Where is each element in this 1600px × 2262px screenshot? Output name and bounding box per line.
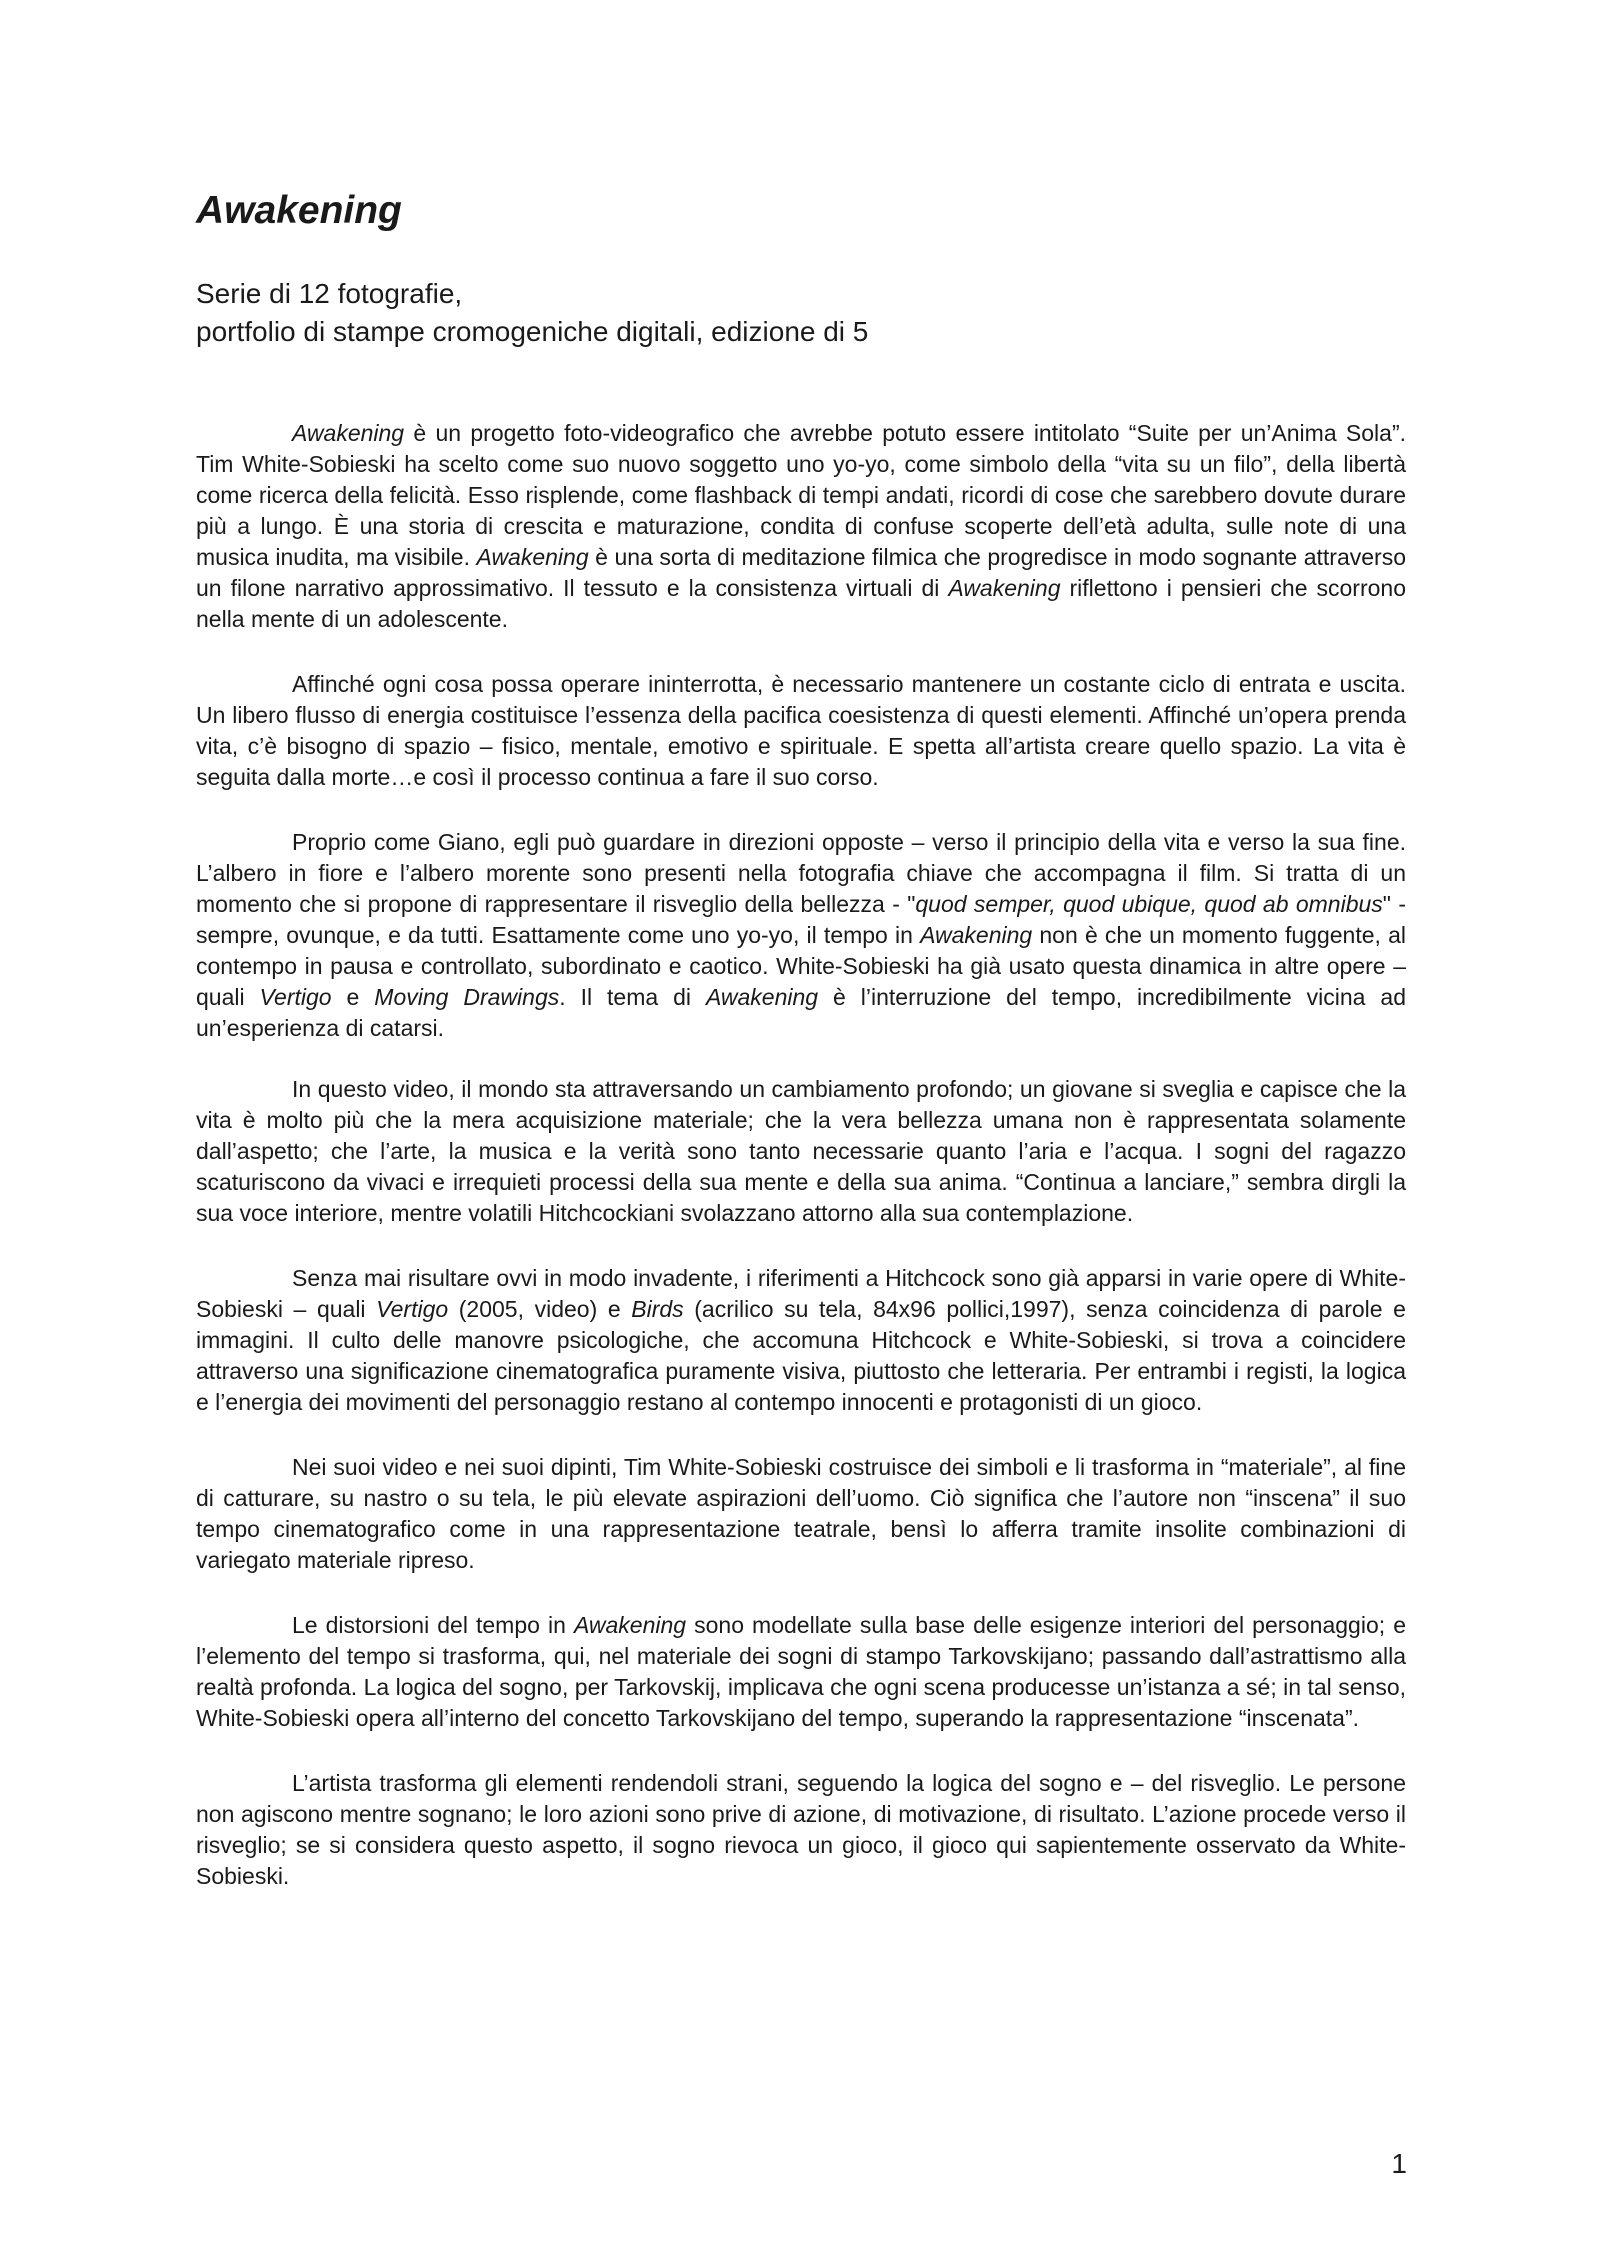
italic-text: Awakening bbox=[948, 575, 1061, 601]
italic-text: Awakening bbox=[476, 544, 589, 570]
document-subtitle bbox=[196, 275, 868, 351]
subtitle-line-1: Serie di 12 fotografie, bbox=[196, 278, 463, 309]
italic-text: Awakening bbox=[292, 420, 405, 446]
italic-text: Awakening bbox=[573, 1612, 687, 1638]
document-title: Awakening bbox=[196, 189, 402, 232]
paragraph: Nei suoi video e nei suoi dipinti, Tim White-Sobieski costruisce dei simboli e li trasforma in “materiale”, al fine di catturare, su nastro o su tela, le più elevate aspirazioni dell’uomo. Ciò significa che l’autore non “inscena” il suo tempo cinematografico come in una rappresentazione teatrale, bensì lo afferra tramite insolite combinazioni di variegato materiale ripreso. bbox=[196, 1454, 1406, 1573]
body-text bbox=[196, 418, 1406, 1926]
paragraph: In questo video, il mondo sta attraversando un cambiamento profondo; un giovane si sveglia e capisce che la vita è molto più che la mera acquisizione materiale; che la vera bellezza umana non è rappresentata solamente dall’aspetto; che l’arte, la musica e la verità sono tanto necessarie quanto l’aria e l’acqua. I sogni del ragazzo scaturiscono da vivaci e irrequieti processi della sua mente e della sua anima. “Continua a lanciare,” sembra dirgli la sua voce interiore, mentre volatili Hitchcockiani svolazzano attorno alla sua contemplazione. bbox=[196, 1076, 1406, 1226]
paragraph: Proprio come Giano, egli può guardare in direzioni opposte – verso il principio della vita e verso la sua fine. L’albero in fiore e l’albero morente sono presenti nella fotografia chiave che accompagna il film. Si tratta di un momento che si propone di rappresentare il risveglio della bellezza - "quod semper, quod ubique, quod ab omnibus" - sempre, ovunque, e da tutti. Esattamente come uno yo-yo, il tempo in Awakening non è che un momento fuggente, al contempo in pausa e controllato, subordinato e caotico. White-Sobieski ha già usato questa dinamica in altre opere – quali Vertigo e Moving Drawings. Il tema di Awakening è l’interruzione del tempo, incredibilmente vicina ad un’esperienza di catarsi. bbox=[196, 829, 1407, 1041]
paragraph: L’artista trasforma gli elementi rendendoli strani, seguendo la logica del sogno e – del risveglio. Le persone non agiscono mentre sognano; le loro azioni sono prive di azione, di motivazione, di risultato. L’azione procede verso il risveglio; se si considera questo aspetto, il sogno rievoca un gioco, il gioco qui sapientemente osservato da White-Sobieski. bbox=[196, 1770, 1406, 1889]
paragraph: Affinché ogni cosa possa operare ininterrotta, è necessario mantenere un costante ciclo di entrata e uscita. Un libero flusso di energia costituisce l’essenza della pacifica coesistenza di questi elementi. Affinché un’opera prenda vita, c’è bisogno di spazio – fisico, mentale, emotivo e spirituale. E spetta all’artista creare quello spazio. La vita è seguita dalla morte…e così il processo continua a fare il suo corso. bbox=[196, 671, 1406, 790]
page-number: 1 bbox=[1391, 2148, 1407, 2179]
italic-text: Vertigo bbox=[376, 1296, 449, 1322]
paragraph: Awakening è un progetto foto-videografico che avrebbe potuto essere intitolato “Suite per un’Anima Sola”. Tim White-Sobieski ha scelto come suo nuovo soggetto uno yo-yo, come simbolo della “vita su un filo”, della libertà come ricerca della felicità. Esso risplende, come flashback di tempi andati, ricordi di cose che sarebbero dovute durare più a lungo. È una storia di crescita e maturazione, condita di confuse scoperte dell’età adulta, sulle note di una musica inudita, ma visibile. Awakening è una sorta di meditazione filmica che progredisce in modo sognante attraverso un filone narrativo approssimativo. Il tessuto e la consistenza virtuali di Awakening riflettono i pensieri che scorrono nella mente di un adolescente. bbox=[196, 420, 1406, 632]
subtitle-line-2: portfolio di stampe cromogeniche digitali, edizione di 5 bbox=[196, 316, 869, 347]
italic-text: quod semper, quod ubique, quod ab omnibus bbox=[915, 891, 1383, 917]
paragraph: Le distorsioni del tempo in Awakening sono modellate sulla base delle esigenze interiori del personaggio; e l’elemento del tempo si trasforma, qui, nel materiale dei sogni di stampo Tarkovskijano; passando dall’astrattismo alla realtà profonda. La logica del sogno, per Tarkovskij, implicava che ogni scena producesse un’istanza a sé; in tal senso, White-Sobieski opera all’interno del concetto Tarkovskijano del tempo, superando la rappresentazione “inscenata”. bbox=[196, 1612, 1406, 1731]
italic-text: Vertigo bbox=[259, 984, 332, 1010]
italic-text: Awakening bbox=[705, 984, 819, 1010]
italic-text: Awakening bbox=[920, 922, 1033, 948]
italic-text: Moving Drawings bbox=[374, 984, 560, 1010]
paragraph: Senza mai risultare ovvi in modo invadente, i riferimenti a Hitchcock sono già apparsi in varie opere di White-Sobieski – quali Vertigo (2005, video) e Birds (acrilico su tela, 84x96 pollici,1997), senza coincidenza di parole e immagini. Il culto delle manovre psicologiche, che accomuna Hitchcock e White-Sobieski, si trova a coincidere attraverso una significazione cinematografica puramente visiva, piuttosto che letteraria. Per entrambi i registi, la logica e l’energia dei movimenti del personaggio restano al contempo innocenti e protagonisti di un gioco. bbox=[196, 1265, 1406, 1415]
italic-text: Birds bbox=[631, 1296, 684, 1322]
